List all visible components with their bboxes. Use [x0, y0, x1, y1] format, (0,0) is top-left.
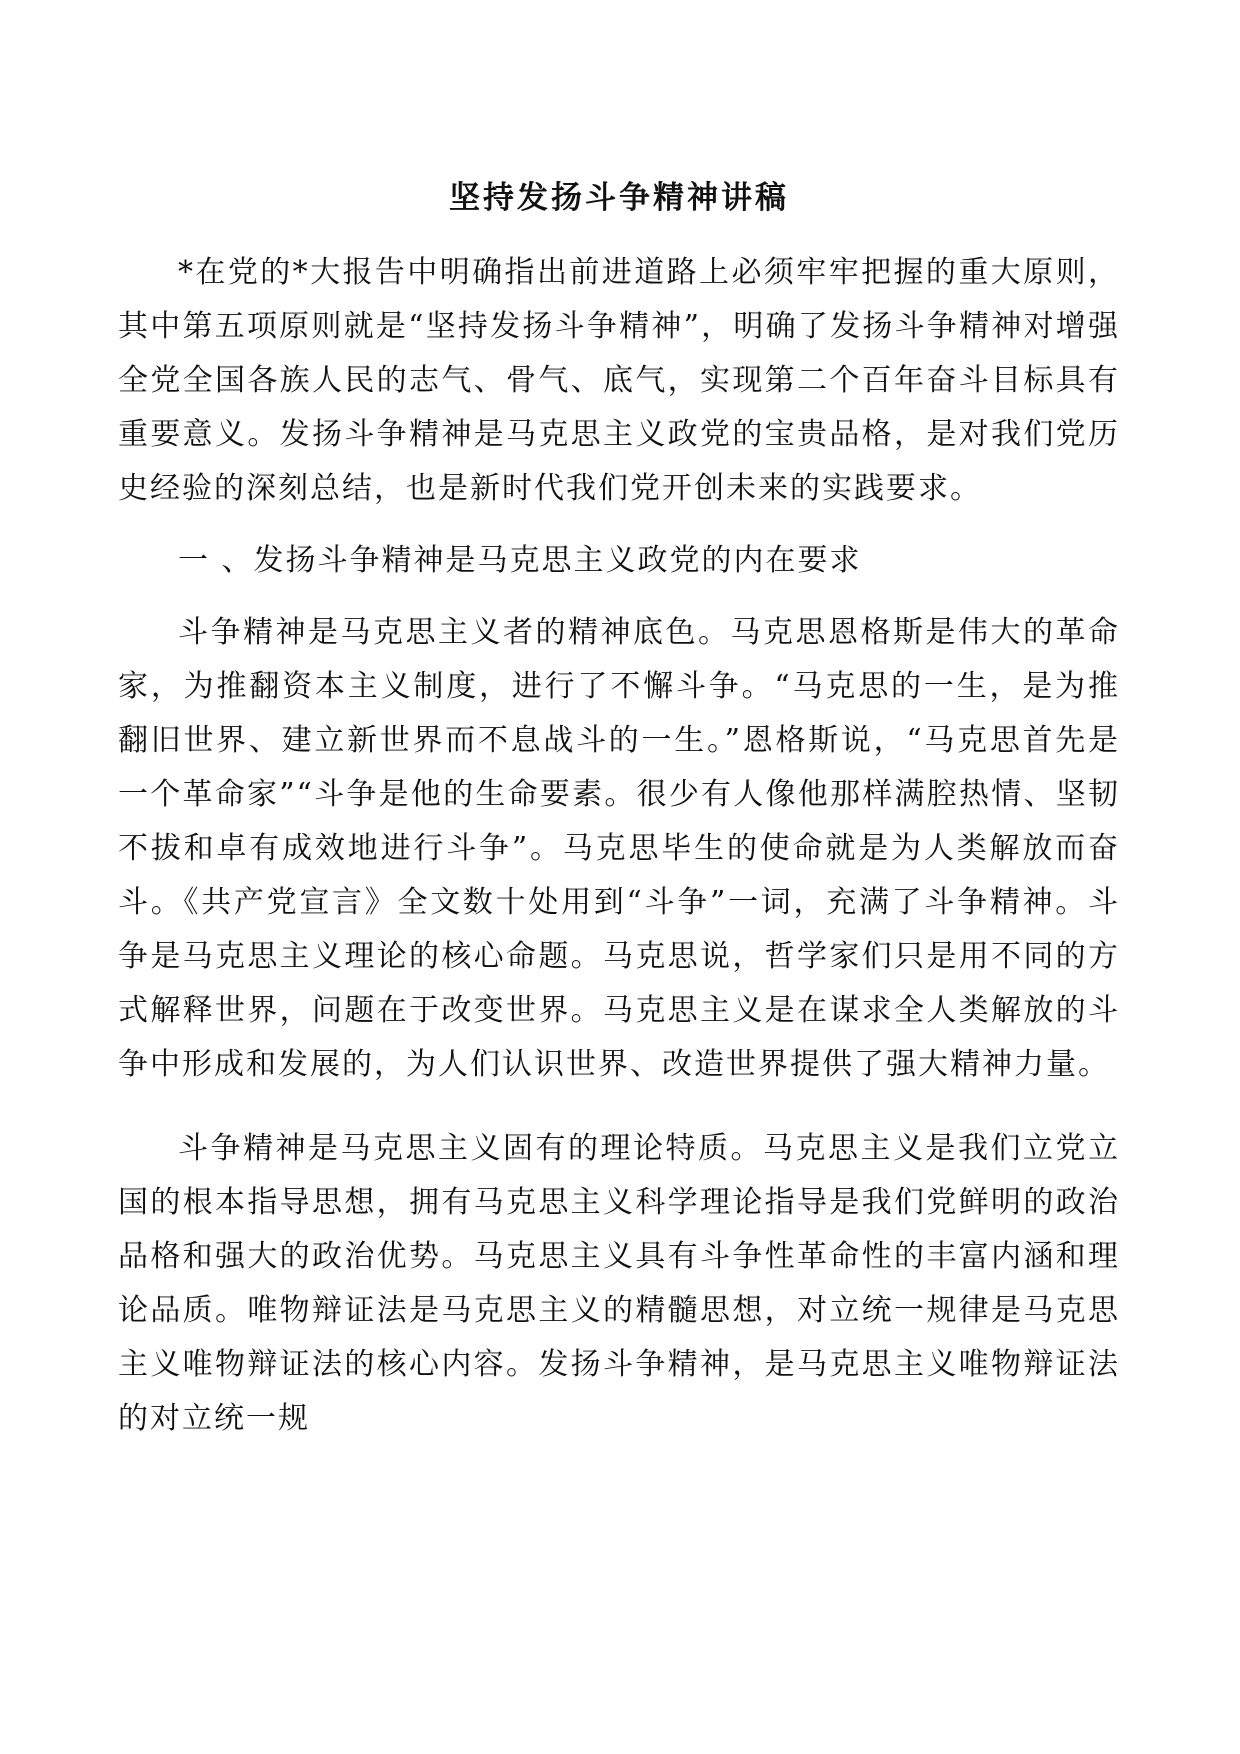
section-heading-1: 一 、发扬斗争精神是马克思主义政党的内在要求	[178, 543, 862, 578]
document-title: 坚持发扬斗争精神讲稿	[449, 180, 789, 216]
body-paragraph-1: 斗争精神是马克思主义者的精神底色。马克思恩格斯是伟大的革命家，为推翻资本主义制度，进行了不懈斗争。“马克思的一生，是为推翻旧世界、建立新世界而不息战斗的一生。”恩格斯说，“马克思首先是一个革命家”“斗争是他的生命要素。很少有人像他那样满腔热情、坚韧不拔和卓有成效地进行斗争”。马克思毕生的使命就是为人类解放而奋斗。《共产党宣言》全文数十处用到“斗争”一词，充满了斗争精神。斗争是马克思主义理论的核心命题。马克思说，哲学家们只是用不同的方式解释世界，问题在于改变世界。马克思主义是在谋求全人类解放的斗争中形成和发展的，为人们认识世界、改造世界提供了强大精神力量。	[118, 615, 1120, 1082]
document-body	[118, 170, 1120, 1446]
body-paragraph-2: 斗争精神是马克思主义固有的理论特质。马克思主义是我们立党立国的根本指导思想，拥有马克思主义科学理论指导是我们党鲜明的政治品格和强大的政治优势。马克思主义具有斗争性革命性的丰富内涵和理论品质。唯物辩证法是马克思主义的精髓思想，对立统一规律是马克思主义唯物辩证法的核心内容。发扬斗争精神，是马克思主义唯物辩证法的对立统一规	[118, 1131, 1120, 1436]
intro-paragraph: *在党的*大报告中明确指出前进道路上必须牢牢把握的重大原则，其中第五项原则就是“坚持发扬斗争精神”，明确了发扬斗争精神对增强全党全国各族人民的志气、骨气、底气，实现第二个百年奋斗目标具有重要意义。发扬斗争精神是马克思主义政党的宝贵品格，是对我们党历史经验的深刻总结，也是新时代我们党开创未来的实践要求。	[118, 255, 1120, 506]
